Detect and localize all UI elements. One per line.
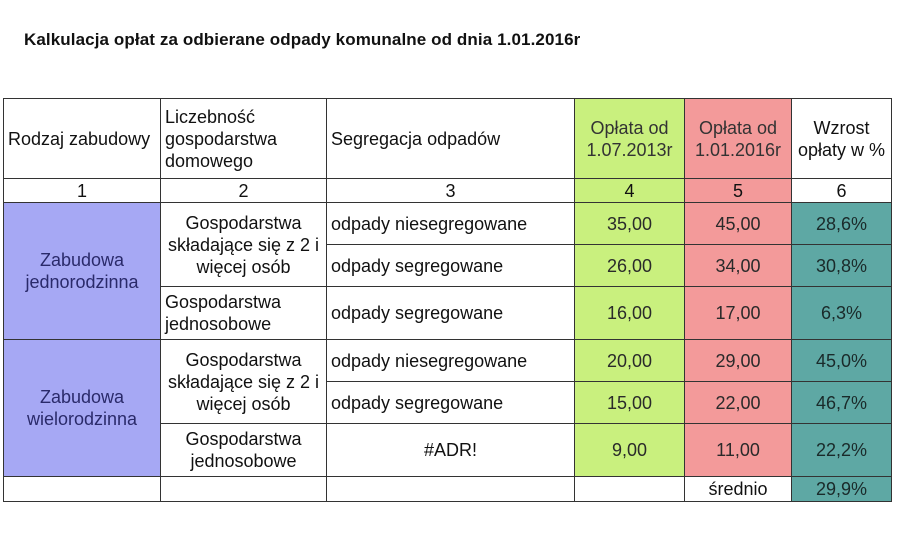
average-value: 29,9% xyxy=(792,477,892,502)
average-row xyxy=(4,477,892,502)
segregation-cell: odpady segregowane xyxy=(327,287,575,340)
increase-cell: 28,6% xyxy=(792,203,892,245)
fee-2013-cell: 9,00 xyxy=(575,424,685,477)
column-number-5: 5 xyxy=(685,179,792,203)
page-title: Kalkulacja opłat za odbierane odpady komunalne od dnia 1.01.2016r xyxy=(24,30,581,49)
fee-2016-cell: 17,00 xyxy=(685,287,792,340)
header-row xyxy=(4,99,892,179)
table-row xyxy=(4,340,892,382)
segregation-cell: #ADR! xyxy=(327,424,575,477)
segregation-cell: odpady niesegregowane xyxy=(327,340,575,382)
fee-table xyxy=(3,98,892,502)
column-number-1: 1 xyxy=(4,179,161,203)
fee-2016-cell: 22,00 xyxy=(685,382,792,424)
fee-2013-cell: 16,00 xyxy=(575,287,685,340)
household-multi-person: Gospodarstwa składające się z 2 i więcej osób xyxy=(161,340,327,424)
fee-2013-cell: 26,00 xyxy=(575,245,685,287)
household-single-person: Gospodarstwa jednosobowe xyxy=(161,287,327,340)
segregation-cell: odpady segregowane xyxy=(327,245,575,287)
fee-2016-cell: 11,00 xyxy=(685,424,792,477)
column-number-2: 2 xyxy=(161,179,327,203)
fee-2016-cell: 29,00 xyxy=(685,340,792,382)
fee-2013-cell: 20,00 xyxy=(575,340,685,382)
fee-2013-cell: 15,00 xyxy=(575,382,685,424)
average-label: średnio xyxy=(685,477,792,502)
category-multi-family: Zabudowa wielorodzinna xyxy=(4,340,161,477)
empty-cell xyxy=(161,477,327,502)
column-number-6: 6 xyxy=(792,179,892,203)
increase-cell: 46,7% xyxy=(792,382,892,424)
empty-cell xyxy=(575,477,685,502)
column-number-row xyxy=(4,179,892,203)
column-number-4: 4 xyxy=(575,179,685,203)
header-fee-2016: Opłata od 1.01.2016r xyxy=(685,99,792,179)
header-fee-2013: Opłata od 1.07.2013r xyxy=(575,99,685,179)
increase-cell: 6,3% xyxy=(792,287,892,340)
segregation-cell: odpady niesegregowane xyxy=(327,203,575,245)
header-segregation: Segregacja odpadów xyxy=(327,99,575,179)
increase-cell: 30,8% xyxy=(792,245,892,287)
increase-cell: 45,0% xyxy=(792,340,892,382)
header-household-size: Liczebność gospodarstwa domowego xyxy=(161,99,327,179)
empty-cell xyxy=(327,477,575,502)
increase-cell: 22,2% xyxy=(792,424,892,477)
fee-2016-cell: 34,00 xyxy=(685,245,792,287)
table-row xyxy=(4,203,892,245)
category-single-family: Zabudowa jednorodzinna xyxy=(4,203,161,340)
column-number-3: 3 xyxy=(327,179,575,203)
header-building-type: Rodzaj zabudowy xyxy=(4,99,161,179)
household-multi-person: Gospodarstwa składające się z 2 i więcej osób xyxy=(161,203,327,287)
segregation-cell: odpady segregowane xyxy=(327,382,575,424)
header-increase: Wzrost opłaty w % xyxy=(792,99,892,179)
household-single-person: Gospodarstwa jednosobowe xyxy=(161,424,327,477)
fee-2013-cell: 35,00 xyxy=(575,203,685,245)
fee-2016-cell: 45,00 xyxy=(685,203,792,245)
empty-cell xyxy=(4,477,161,502)
